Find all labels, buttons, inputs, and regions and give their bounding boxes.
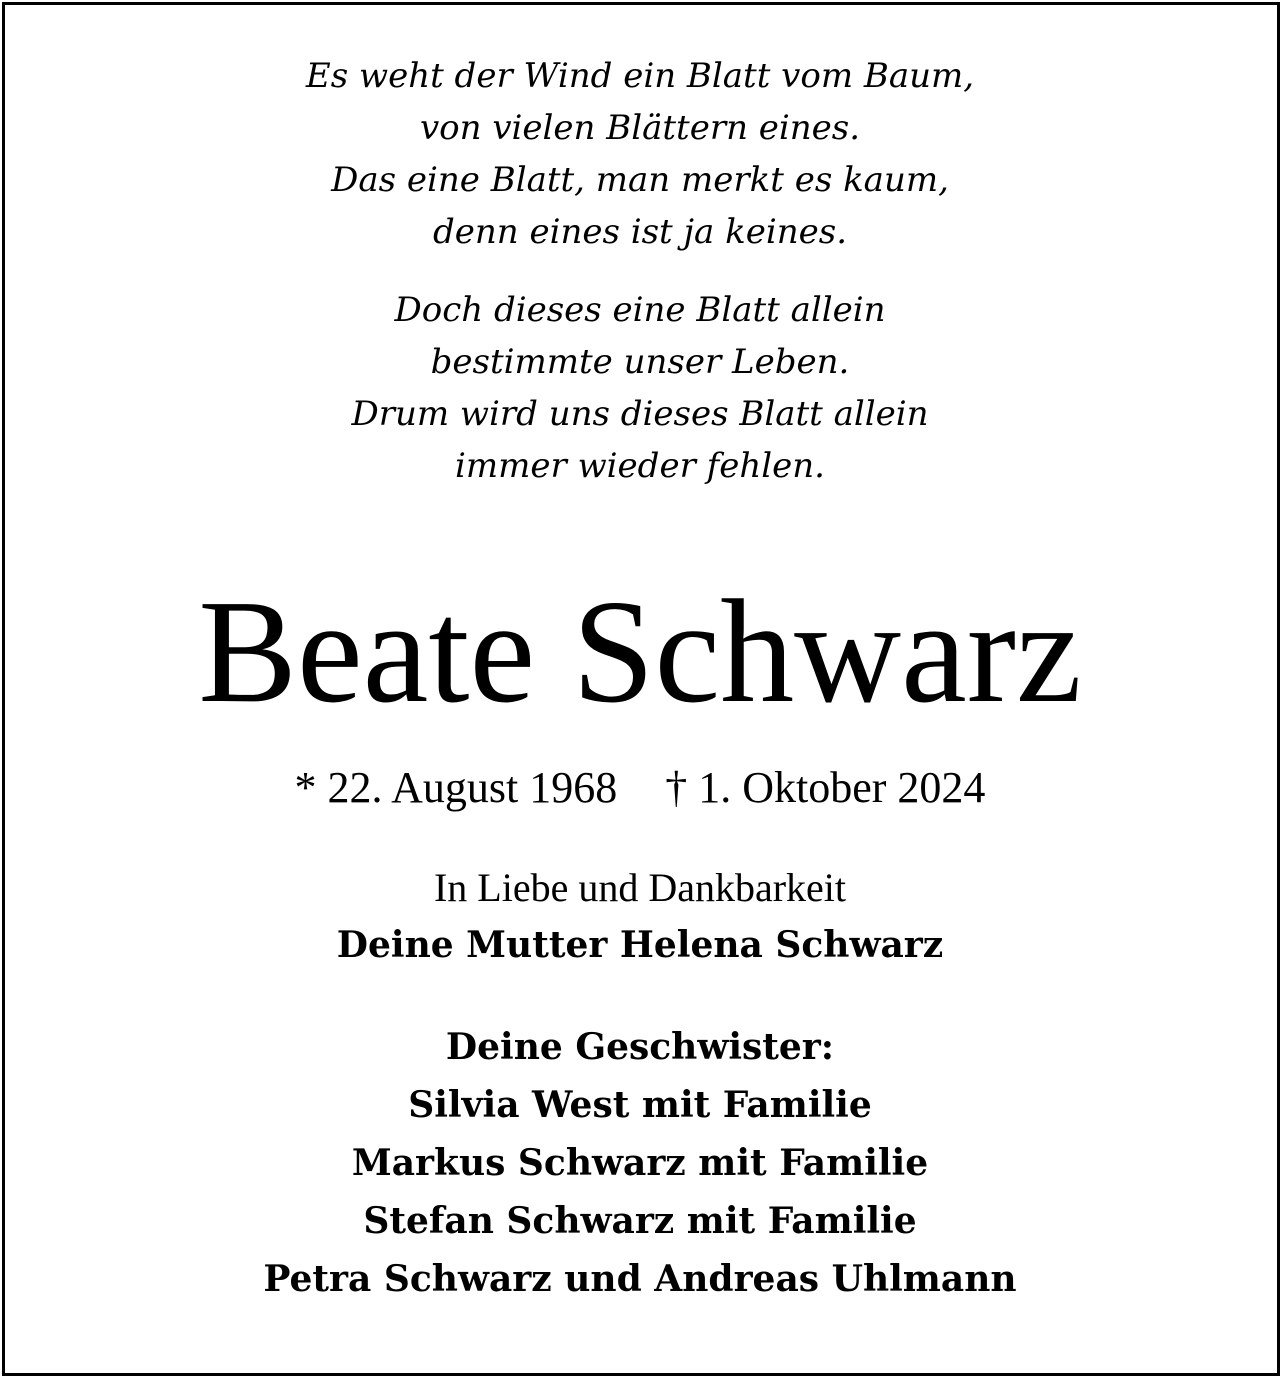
death-date: † 1. Oktober 2024 bbox=[665, 763, 986, 812]
dedication-text: In Liebe und Dankbarkeit bbox=[433, 865, 847, 910]
poem-stanza-1 bbox=[0, 50, 1280, 258]
mother-name: Deine Mutter Helena Schwarz bbox=[336, 924, 944, 966]
life-dates bbox=[0, 760, 1280, 816]
poem-line: von vielen Blättern eines. bbox=[419, 108, 861, 148]
poem-line: immer wieder fehlen. bbox=[455, 446, 825, 486]
poem-line: denn eines ist ja keines. bbox=[432, 212, 848, 252]
poem-line: Das eine Blatt, man merkt es kaum, bbox=[331, 160, 949, 200]
poem-line: bestimmte unser Leben. bbox=[430, 342, 850, 382]
poem-line: Drum wird uns dieses Blatt allein bbox=[351, 394, 929, 434]
sibling-entry: Silvia West mit Familie bbox=[408, 1084, 872, 1126]
poem-line: Es weht der Wind ein Blatt vom Baum, bbox=[305, 56, 975, 96]
siblings-heading: Deine Geschwister: bbox=[445, 1026, 835, 1068]
birth-date: * 22. August 1968 bbox=[294, 763, 618, 812]
sibling-entry: Petra Schwarz und Andreas Uhlmann bbox=[263, 1258, 1017, 1300]
poem-stanza-2 bbox=[0, 284, 1280, 492]
deceased-name: Beate Schwarz bbox=[198, 570, 1082, 734]
poem-line: Doch dieses eine Blatt allein bbox=[394, 290, 886, 330]
sibling-entry: Stefan Schwarz mit Familie bbox=[363, 1200, 917, 1242]
sibling-entry: Markus Schwarz mit Familie bbox=[351, 1142, 929, 1184]
siblings-list bbox=[0, 1018, 1280, 1308]
